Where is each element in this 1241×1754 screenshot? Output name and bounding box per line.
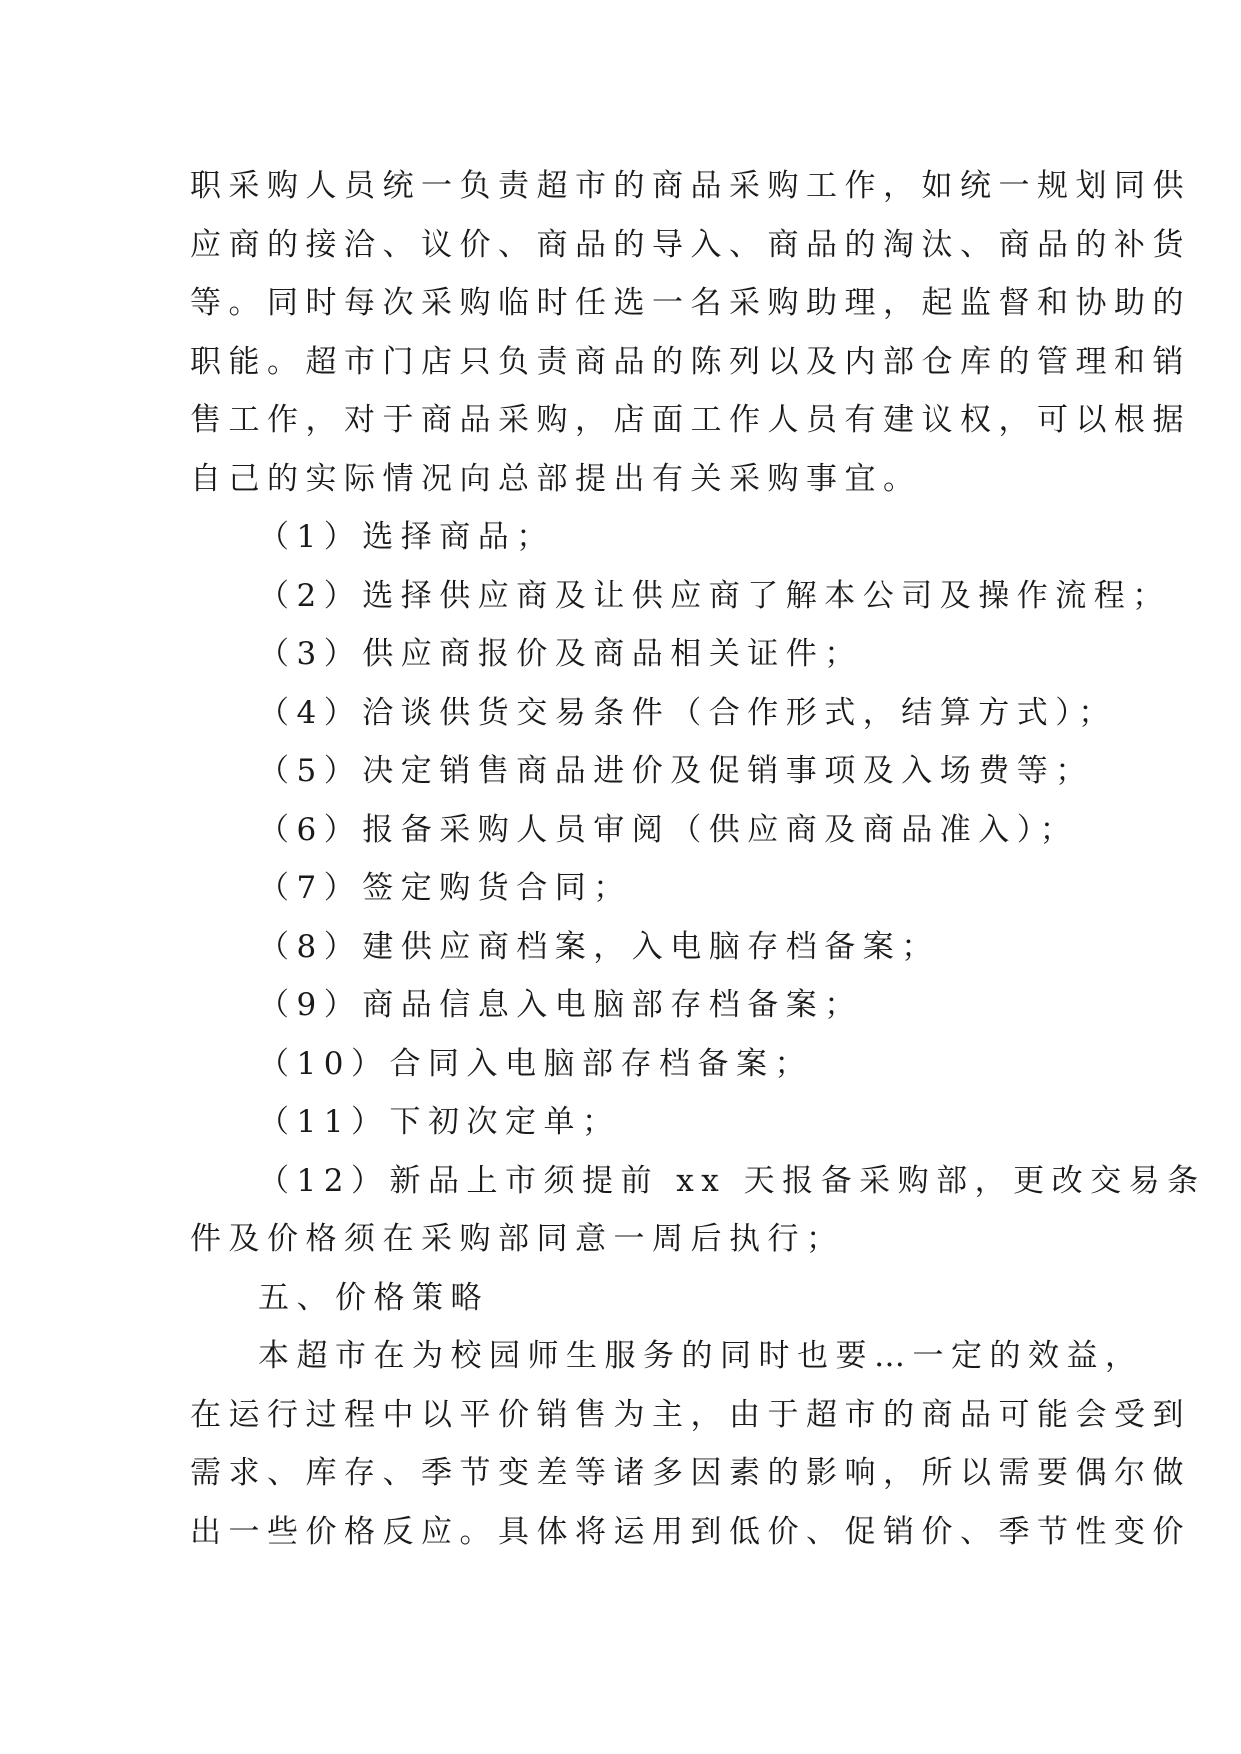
list-item: （9）商品信息入电脑部存档备案； [258, 987, 863, 1023]
list-item: （7）签定购货合同； [258, 870, 632, 906]
list-item: （8）建供应商档案，入电脑存档备案； [258, 928, 940, 965]
document-page [190, 157, 1206, 1561]
body-text-line: 本超市在为校园师生服务的同时也要…一定的效益， [258, 1338, 1144, 1374]
body-text-line: 自己的实际情况向总部提出有关采购事宜。 [190, 460, 922, 497]
body-text-line: 在运行过程中以平价销售为主，由于超市的商品可能会受到 [190, 1396, 1191, 1433]
body-text-line: 售工作，对于商品采购，店面工作人员有建议权，可以根据 [190, 402, 1191, 438]
body-text-line: 出一些价格反应。具体将运用到低价、促销价、季节性变价 [190, 1513, 1191, 1550]
list-item: （3）供应商报价及商品相关证件； [258, 636, 863, 672]
list-item: （6）报备采购人员审阅（供应商及商品准入）； [258, 811, 1079, 848]
list-item: （4）洽谈供货交易条件（合作形式，结算方式）； [258, 694, 1117, 731]
list-item: （2）选择供应商及让供应商了解本公司及操作流程； [258, 577, 1171, 614]
list-item: （11）下初次定单； [258, 1104, 621, 1140]
list-item: （1）选择商品； [258, 519, 555, 555]
body-text-line: 应商的接洽、议价、商品的导入、商品的淘汰、商品的补货 [190, 226, 1191, 263]
list-item-continuation: 件及价格须在采购部同意一周后执行； [190, 1221, 845, 1257]
body-text-line: 职能。超市门店只负责商品的陈列以及内部仓库的管理和销 [190, 343, 1191, 380]
list-item: （12）新品上市须提前 xx 天报备采购部，更改交易条 [258, 1162, 1206, 1199]
list-item: （10）合同入电脑部存档备案； [258, 1045, 813, 1082]
section-heading: 五、价格策略 [258, 1279, 489, 1316]
body-text-line: 等。同时每次采购临时任选一名采购助理，起监督和协助的 [190, 285, 1191, 321]
body-text-line: 职采购人员统一负责超市的商品采购工作，如统一规划同供 [190, 168, 1191, 204]
list-item: （5）决定销售商品进价及促销事项及入场费等； [258, 753, 1094, 789]
body-text-line: 需求、库存、季节变差等诸多因素的影响，所以需要偶尔做 [190, 1455, 1191, 1491]
